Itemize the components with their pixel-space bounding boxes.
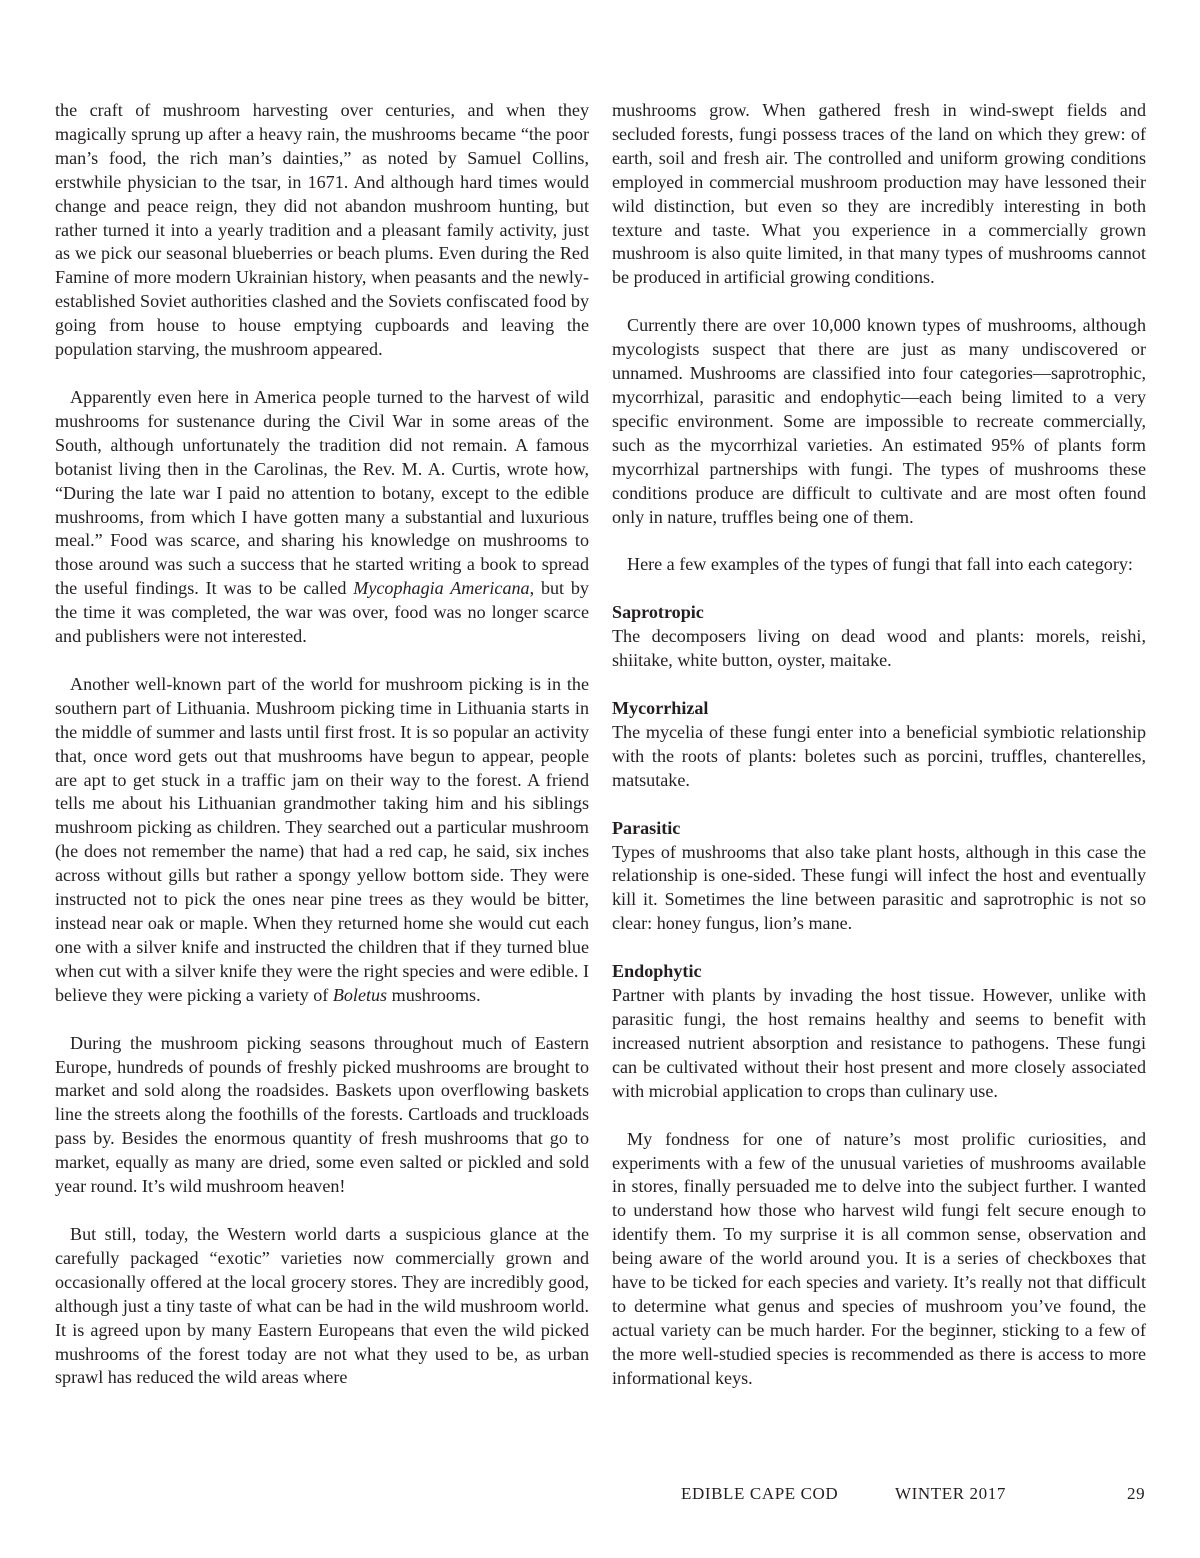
category-heading: Saprotropic — [612, 602, 704, 623]
paragraph-history-russia: the craft of mushroom harvesting over centuries, and when they magically sprung up after a heavy rain, the mushrooms became “the poor man’s food, the rich man’s dainties,” as noted by Samuel Collins, erstwhile physician to the tsar, in 1671. And although hard times would change and peace reign, they did not abandon mushroom hunting, but rather turned it into a yearly tradition and a pleasant family activity, just as we pick our seasonal blueberries or beach plums. Even during the Red Famine of more modern Ukrainian history, when peasants and the newly-established Soviet authorities clashed and the Soviets confiscated food by going from house to house emptying cupboards and leaving the population starving, the mushroom appeared. — [55, 100, 589, 360]
page-footer — [0, 1484, 1200, 1508]
paragraph-classification: Currently there are over 10,000 known types of mushrooms, although mycologists suspect that there are just as many undiscovered or unnamed. Mushrooms are classified into four categories—saprotrophic, mycorrhizal, parasitic and endophytic—each being limited to a very specific environment. Some are impossible to recreate commercially, such as the mycorrhizal varieties. An estimated 95% of plants form mycorrhizal partnerships with fungi. The types of mushrooms these conditions produce are difficult to cultivate and are most often found only in nature, truffles being one of them. — [612, 315, 1146, 527]
issue-label: WINTER 2017 — [895, 1484, 1006, 1503]
paragraph-western-world: But still, today, the Western world darts a suspicious glance at the carefully packaged “exotic” varieties now commercially grown and occasionally offered at the local grocery stores. They are incredibly good, although just a tiny taste of what can be had in the wild mushroom world. It is agreed upon by many Eastern Europeans that even the wild picked mushrooms of the forest today are not what they used to be, as urban sprawl has reduced the wild areas where — [55, 1223, 589, 1388]
lithuania-text-b: mushrooms. — [387, 984, 481, 1005]
category-saprotropic — [612, 601, 1146, 673]
paragraph-conclusion: My fondness for one of nature’s most prolific curiosities, and experiments with a few of the unusual varieties of mushrooms available in stores, finally persuaded me to delve into the subject further. I wanted to understand how those who harvest wild fungi felt secure enough to identify them. To my surprise it is all common sense, observation and being aware of the world around you. It is a series of checkboxes that have to be ticked for each species and variety. It’s really not that difficult to determine what genus and species of mushroom you’ve found, the actual variety can be much harder. For the beginner, sticking to a few of the more well-studied species is recommended as there is access to more informational keys. — [612, 1128, 1146, 1388]
paragraph-examples-intro: Here a few examples of the types of fungi that fall into each category: — [627, 554, 1133, 575]
category-heading: Parasitic — [612, 817, 681, 838]
magazine-name: EDIBLE CAPE COD — [681, 1484, 839, 1503]
category-text: The decomposers living on dead wood and plants: morels, reishi, shiitake, white button, oyster, maitake. — [612, 626, 1146, 671]
lithuania-text-a: Another well-known part of the world for mushroom picking is in the southern part of Lithuania. Mushroom picking time in Lithuania starts in the middle of summer and lasts until first frost. It is so popular an activity that, once word gets out that mushrooms have begun to appear, people are apt to get stuck in a traffic jam on their way to the forest. A friend tells me about his Lithuanian grandmother taking him and his siblings mushroom picking as children. They searched out a particular mushroom (he does not remember the name) that had a red cap, he said, six inches across without gills but rather a spongy yellow bottom side. They were instructed not to pick the ones near pine trees as they would be bitter, instead near oak or maple. When they returned home she would cut each one with a silver knife and instructed the children that if they turned blue when cut with a silver knife they were the right species and were edible. I believe they were picking a variety of — [55, 673, 589, 1005]
right-column — [612, 99, 1146, 1415]
category-text: Types of mushrooms that also take plant hosts, although in this case the relationship is one-sided. These fungi will infect the host and eventually kill it. Sometimes the line between parasitic and saprotrophic is not so clear: honey fungus, lion’s mane. — [612, 841, 1146, 934]
page-number: 29 — [1127, 1484, 1146, 1503]
civil-war-text-a: Apparently even here in America people turned to the harvest of wild mushrooms for sustenance during the Civil War in some areas of the South, although unfortunately the tradition did not remain. A famous botanist living then in the Carolinas, the Rev. M. A. Curtis, wrote how, “During the late war I paid no attention to botany, except to the edible mushrooms, from which I have gotten many a substantial and luxurious meal.” Food was scarce, and sharing his knowledge on mushrooms to those around was such a success that he started writing a book to spread the useful findings. It was to be called — [55, 386, 589, 599]
category-heading: Mycorrhizal — [612, 698, 709, 719]
category-parasitic — [612, 817, 1146, 937]
paragraph-wild-vs-commercial: mushrooms grow. When gathered fresh in wind-swept fields and secluded forests, fungi possess traces of the land on which they grew: of earth, soil and fresh air. The controlled and uniform growing conditions employed in commercial mushroom production may have lessoned their wild distinction, but even so they are incredibly interesting in both texture and taste. What you experience in a commercially grown mushroom is also quite limited, in that many types of mushrooms cannot be produced in artificial growing conditions. — [612, 100, 1146, 288]
book-title: Mycophagia Americana — [353, 578, 530, 599]
paragraph-eastern-europe: During the mushroom picking seasons throughout much of Eastern Europe, hundreds of pounds of freshly picked mushrooms are brought to market and sold along the roadsides. Baskets upon overflowing baskets line the streets along the foothills of the forests. Cartloads and truckloads pass by. Besides the enormous quantity of fresh mushrooms that go to market, equally as many are dried, some even salted or pickled and sold year round. It’s wild mushroom heaven! — [55, 1032, 589, 1197]
paragraph-lithuania — [55, 673, 589, 1008]
category-text: The mycelia of these fungi enter into a beneficial symbiotic relationship with the roots of plants: boletes such as porcini, truffles, chanterelles, matsutake. — [612, 721, 1146, 790]
civil-war-text-b: , but by the time it was completed, the war was over, food was no longer scarce and publishers were not interested. — [55, 578, 589, 647]
category-text: Partner with plants by invading the host tissue. However, unlike with parasitic fungi, the host remains healthy and seems to benefit with increased nutrient absorption and resistance to pathogens. These fungi can be cultivated without their host present and more closely associated with microbial application to crops than culinary use. — [612, 985, 1146, 1101]
category-endophytic — [612, 960, 1146, 1103]
category-mycorrhizal — [612, 697, 1146, 793]
paragraph-civil-war — [55, 386, 589, 649]
left-column — [55, 99, 589, 1414]
genus-name: Boletus — [332, 984, 388, 1005]
category-heading: Endophytic — [612, 961, 702, 982]
